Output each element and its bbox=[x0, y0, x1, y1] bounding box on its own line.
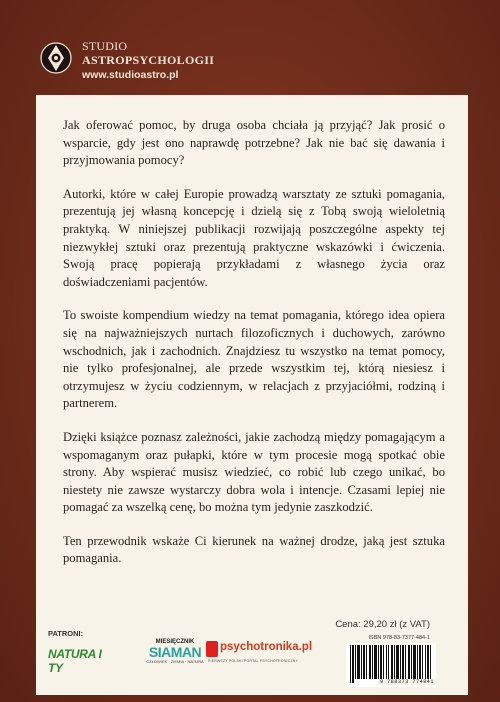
sponsor-psychotronika-logo bbox=[206, 641, 326, 671]
paragraph-5: Ten przewodnik wskaże Ci kierunek na ważnej drodze, jaką jest sztuka pomagania. bbox=[63, 533, 445, 566]
sponsor-psychotronika-sub: PIERWSZY POLSKI PORTAL PSYCHOTRONICZNY bbox=[208, 659, 299, 663]
barcode-digits: 9 788373 774841 bbox=[379, 679, 434, 685]
paragraph-4: Dzięki książce poznasz zależności, jakie zachodzą między pomagającym a wspomaganym oraz pułapki, które w tym procesie mogą spotkać obie strony. Aby wspierać musisz wiedzieć, co robić lub czego unikać, bo niestety nie zawsze wystarczy dobra wola i intencje. Czasami lepiej nie pomagać za wszelką cenę, bo można tym jedynie zaszkodzić. bbox=[63, 429, 445, 515]
sponsor-siaman-top: MIESIĘCZNIK bbox=[155, 639, 195, 645]
paragraph-1: Jak oferować pomoc, by druga osoba chciała ją przyjąć? Jak prosić o wsparcie, gdy jest ono naprawdę potrzebne? Jak nie bać się dawania i przyjmowania pomocy? bbox=[63, 118, 445, 168]
price-label: Cena: 29,20 zł (z VAT) bbox=[335, 619, 430, 630]
sponsor-siaman-logo bbox=[140, 639, 210, 679]
description-text bbox=[63, 117, 445, 584]
paragraph-3: To swoiste kompendium wiedzy na temat pomagania, którego idea opiera się na najważniejszych nurtach filozoficznych i duchowych, zarówno wschodnich, jak i zachodnich. Znajdziesz tu wszystko na temat pomocy, nie tylko profesjonalnej, ale przede wszystkim tej, którą niesiesz i otrzymujesz w życiu codziennym, w relacjach z przyjaciółmi, rodziną i partnerem. bbox=[63, 308, 445, 411]
psychotronika-icon bbox=[206, 641, 218, 657]
footer-panel bbox=[36, 615, 468, 695]
sponsor-natura-text: NATURA I TY bbox=[48, 647, 102, 675]
sponsor-psychotronika-text: psychotronika.pl bbox=[220, 641, 313, 653]
description-panel bbox=[36, 95, 468, 615]
sponsor-natura-logo bbox=[48, 647, 118, 675]
publisher-logo bbox=[38, 36, 228, 86]
sponsor-siaman-sub: CZŁOWIEK · ZIEMIA · NATURA bbox=[146, 659, 204, 664]
publisher-name-line1: STUDIO bbox=[82, 39, 128, 53]
patrons-label: PATRONI: bbox=[48, 629, 84, 638]
publisher-name-line2: ASTROPSYCHOLOGII bbox=[82, 53, 215, 67]
isbn-label: ISBN 978-83-7377-484-1 bbox=[368, 635, 430, 641]
publisher-website: www.studioastro.pl bbox=[82, 69, 179, 81]
astro-logo-icon bbox=[38, 40, 74, 76]
paragraph-2: Autorki, które w całej Europie prowadzą warsztaty ze sztuki pomagania, prezentują jej własną koncepcję i dzielą się z Tobą swoją wieloletnią praktyką. W niniejszej publikacji rozwijają poszczególne aspekty tej niezwykłej sztuki oraz prezentują praktyczne wskazówki i ćwiczenia. Swoją pracę popierają przykładami z własnego życia oraz doświadczeniami pacjentów. bbox=[63, 186, 445, 289]
sponsor-siaman-main: SIAMAN bbox=[148, 644, 202, 660]
